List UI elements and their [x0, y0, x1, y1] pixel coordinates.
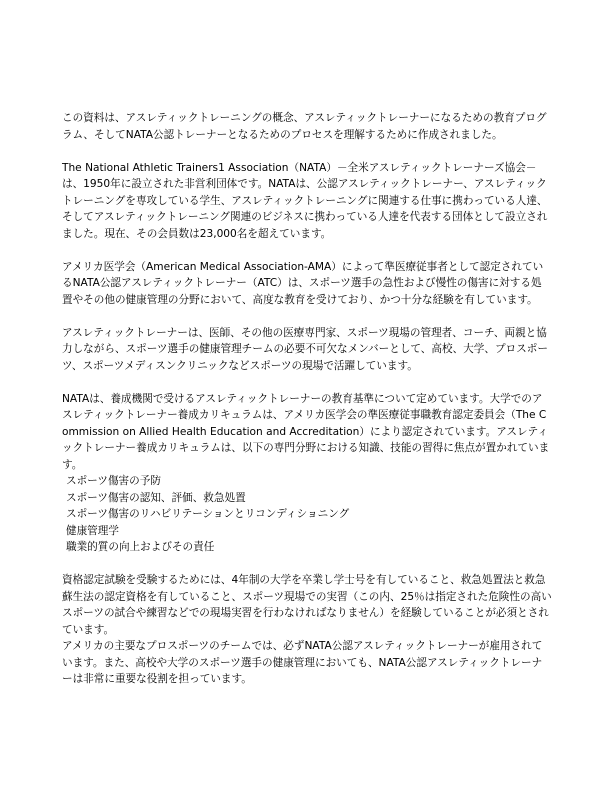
document-body: [62, 110, 552, 688]
exam-paragraph: 資格認定試験を受験するためには、4年制の大学を卒業し学士号を有していること、救急処置法と救急蘇生法の認定資格を有していること、スポーツ現場での実習（この内、25％は指定された危険性の高いスポーツの試合や練習などでの現場実習を行わなければなりません）を経験していることが必須とされています。: [62, 574, 552, 636]
ama-paragraph: アメリカ医学会（American Medical Association-AMA）によって準医療従事者として認定されているNATA公認アスレティックトレーナー（ATC）は、スポーツ選手の急性および慢性の傷害に対する処置やその他の健康管理の分野において、高度な教育を受けており、かつ十分な経験を有しています。: [62, 260, 544, 306]
curriculum-paragraph: NATAは、養成機関で受けるアスレティックトレーナーの教育基準について定めています。大学でのアスレティックトレーナー養成カリキュラムは、アメリカ医学会の準医療従事職教育認定委員会（The Commission on Allied Health Education and Accreditation）により認定されています。アスレティックトレーナー養成カリキュラムは、以下の専門分野における知識、技能の習得に焦点が置かれています。: [62, 392, 550, 471]
list-item: スポーツ傷害の予防: [66, 475, 161, 487]
role-paragraph: アスレティックトレーナーは、医師、その他の医療専門家、スポーツ現場の管理者、コーチ、両親と協力しながら、スポーツ選手の健康管理チームの必要不可欠なメンバーとして、高校、大学、プロスポーツ、スポーツメディスンクリニックなどスポーツの現場で活躍しています。: [62, 326, 548, 372]
list-item: スポーツ傷害の認知、評価、救急処置: [66, 491, 246, 504]
nata-paragraph: The National Athletic Trainers1 Association（NATA）－全米アスレティックトレーナーズ協会－は、1950年に設立された非営利団体です。NATAは、公認アスレティックトレーナー、アスレティックトレーニングを専攻している学生、アスレティックトレーニングに関連する仕事に携わっている人達、そしてアスレティックトレーニング関連のビジネスに携わっている人達を代表する団体として設立されました。現在、その会員数は23,000名を超えています。: [62, 161, 548, 240]
employment-paragraph: アメリカの主要なプロスポーツのチームでは、必ずNATA公認アスレティックトレーナーが雇用されています。また、高校や大学のスポーツ選手の健康管理においても、NATA公認アスレティックトレーナーは非常に重要な役割を担っています。: [62, 640, 543, 685]
intro-paragraph: この資料は、アスレティックトレーニングの概念、アスレティックトレーナーになるための教育プログラム、そしてNATA公認トレーナーとなるためのプロセスを理解するために作成されました。: [62, 112, 547, 141]
list-item: 職業的質の向上およびその責任: [66, 541, 215, 553]
focus-areas-list: [62, 473, 552, 556]
list-item: 健康管理学: [66, 524, 119, 537]
list-item: スポーツ傷害のリハビリテーションとリコンディショニング: [66, 508, 350, 520]
